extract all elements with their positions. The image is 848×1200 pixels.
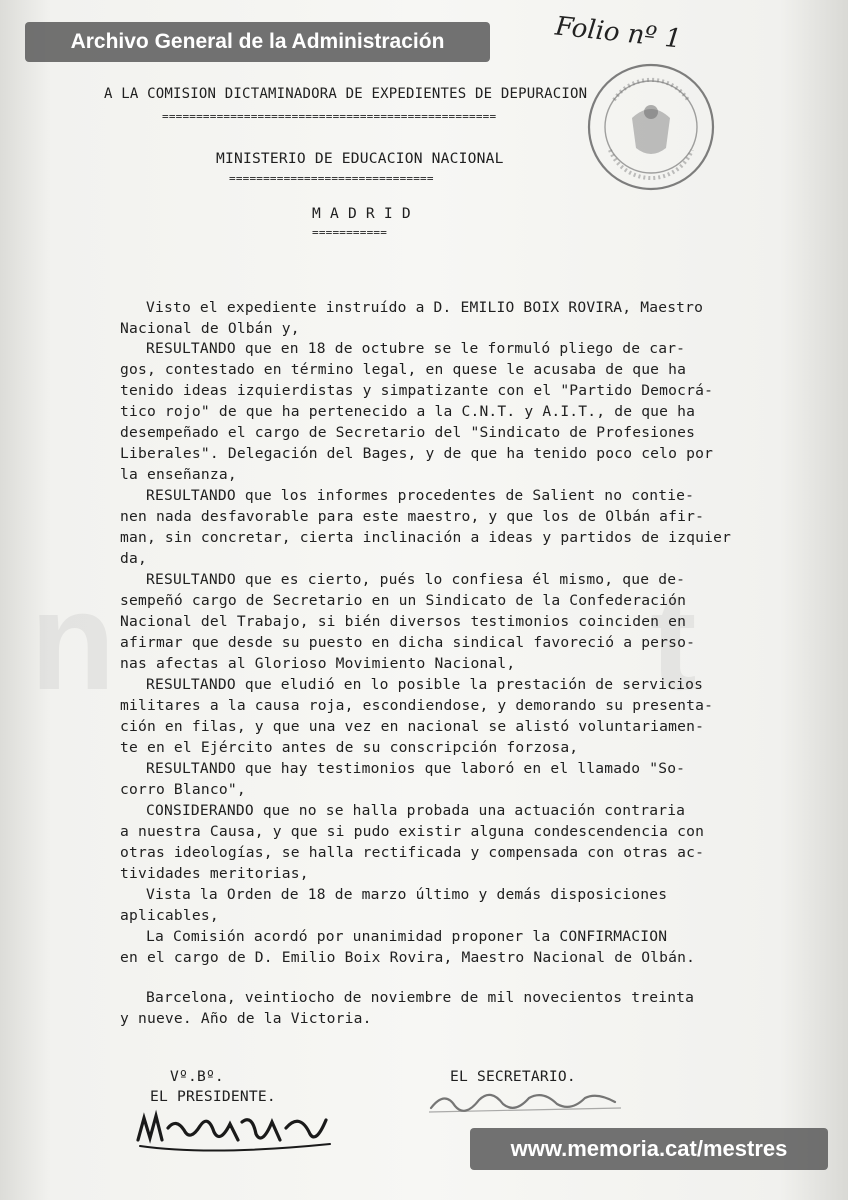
body-line: afirmar que desde su puesto en dicha sindical favoreció a perso- [120, 634, 696, 651]
body-line: da, [120, 550, 147, 567]
body-line: Nacional de Olbán y, [120, 320, 300, 337]
body-line: RESULTANDO que en 18 de octubre se le formuló pliego de car- [146, 340, 686, 357]
body-line: La Comisión acordó por unanimidad proponer la CONFIRMACION [146, 928, 668, 945]
secretary-label: EL SECRETARIO. [450, 1068, 576, 1085]
body-line: CONSIDERANDO que no se halla probada una actuación contraria [146, 802, 686, 819]
body-line: en el cargo de D. Emilio Boix Rovira, Maestro Nacional de Olbán. [120, 949, 696, 966]
body-line: la enseñanza, [120, 466, 237, 483]
header-rule: ============================== [229, 172, 434, 185]
body-line: RESULTANDO que hay testimonios que laboró en el llamado "So- [146, 760, 686, 777]
body-line: tividades meritorias, [120, 865, 309, 882]
body-line: militares a la causa roja, escondiendose, y demorando su presenta- [120, 697, 714, 714]
body-line: RESULTANDO que es cierto, pués lo confiesa él mismo, que de- [146, 571, 686, 588]
body-line: te en el Ejército antes de su conscripción forzosa, [120, 739, 579, 756]
body-line: a nuestra Causa, y que si pudo existir alguna condescendencia con [120, 823, 705, 840]
body-line: tico rojo" de que ha pertenecido a la C.N.T. y A.I.T., de que ha [120, 403, 696, 420]
site-watermark: www.memoria.cat/mestres [470, 1128, 828, 1170]
body-line: corro Blanco", [120, 781, 246, 798]
background-bleed-text: t [650, 562, 697, 719]
official-seal-stamp [584, 60, 718, 194]
body-line: nas afectas al Glorioso Movimiento Nacional, [120, 655, 516, 672]
body-line: Barcelona, veintiocho de noviembre de mil novecientos treinta [146, 989, 695, 1006]
background-bleed-text: n [30, 562, 116, 719]
body-line: tenido ideas izquierdistas y simpatizante con el "Partido Democrá- [120, 382, 714, 399]
header-rule: =========== [312, 226, 388, 239]
body-line: aplicables, [120, 907, 219, 924]
president-signature [130, 1100, 340, 1160]
body-line: otras ideologías, se halla rectificada y compensada con otras ac- [120, 844, 705, 861]
body-line: ción en filas, y que una vez en nacional se alistó voluntariamen- [120, 718, 705, 735]
body-line: Nacional del Trabajo, si bién diversos testimonios coinciden en [120, 613, 687, 630]
body-line: RESULTANDO que los informes procedentes de Salient no contie- [146, 487, 695, 504]
body-line: gos, contestado en término legal, en quese le acusaba de que ha [120, 361, 687, 378]
vobo-label: Vº.Bº. [170, 1068, 224, 1085]
body-line: Liberales". Delegación del Bages, y de que ha tenido poco celo por [120, 445, 714, 462]
body-line: y nueve. Año de la Victoria. [120, 1010, 372, 1027]
header-addressee: A LA COMISION DICTAMINADORA DE EXPEDIENTES DE DEPURACION [104, 86, 588, 102]
archive-watermark: Archivo General de la Administración [25, 22, 490, 62]
body-line: sempeñó cargo de Secretario en un Sindicato de la Confederación [120, 592, 687, 609]
secretary-signature [425, 1080, 625, 1120]
header-city: M A D R I D [312, 205, 411, 222]
header-ministry: MINISTERIO DE EDUCACION NACIONAL [216, 150, 504, 167]
body-line: man, sin concretar, cierta inclinación a ideas y partidos de izquier [120, 529, 732, 546]
body-line: Vista la Orden de 18 de marzo último y demás disposiciones [146, 886, 668, 903]
body-line: desempeñado el cargo de Secretario del "Sindicato de Profesiones [120, 424, 696, 441]
president-label: EL PRESIDENTE. [150, 1088, 276, 1105]
body-line: RESULTANDO que eludió en lo posible la prestación de servicios [146, 676, 704, 693]
body-line: nen nada desfavorable para este maestro, y que los de Olbán afir- [120, 508, 705, 525]
header-rule: ================================================= [162, 110, 497, 123]
body-line: Visto el expediente instruído a D. EMILIO BOIX ROVIRA, Maestro [146, 299, 704, 316]
folio-number: Folio nº 1 [553, 11, 683, 55]
